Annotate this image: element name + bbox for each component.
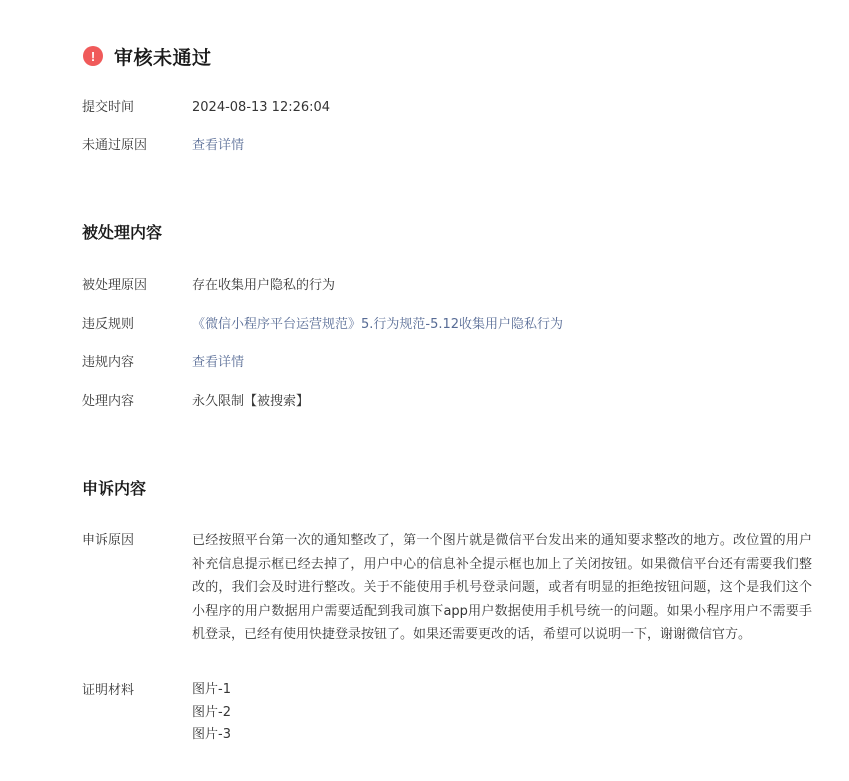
violation-content-details-link[interactable]: 查看详情: [192, 355, 245, 370]
evidence-row: [82, 679, 812, 747]
processed-reason-row: [82, 274, 812, 297]
submit-time-label: 提交时间: [82, 100, 135, 115]
page-title: 审核未通过: [114, 46, 212, 69]
processed-reason-label: 被处理原因: [82, 278, 148, 293]
evidence-item: 图片-3: [192, 727, 231, 742]
evidence-item: 图片-2: [192, 704, 231, 720]
violation-content-row: [82, 351, 812, 374]
processed-section-title: 被处理内容: [82, 223, 163, 242]
violated-rule-row: [82, 313, 812, 336]
submit-time-value: 2024-08-13 12:26:04: [192, 100, 331, 115]
violation-content-label: 违规内容: [82, 355, 135, 370]
action-label: 处理内容: [82, 394, 135, 409]
evidence-label: 证明材料: [82, 683, 135, 698]
appeal-reason-text: 已经按照平台第一次的通知整改了，第一个图片就是微信平台发出来的通知要求整改的地方。改位置的用户补充信息提示框已经去掉了，用户中心的信息补全提示框也加上了关闭按钮。如果微信平台还有需要我们整改的，我们会及时进行整改。关于不能使用手机号登录问题，或者有明显的拒绝按钮问题，这个是我们这个小程序的用户数据用户需要适配到我司旗下app用户数据使用手机号统一的问题。如果小程序用户不需要手机登录，已经有使用快捷登录按钮了。如果还需要更改的话，希望可以说明一下，谢谢微信官方。: [192, 533, 812, 642]
action-value: 永久限制【被搜索】: [192, 394, 310, 409]
status-header: [83, 42, 212, 70]
appeal-reason-label: 申诉原因: [82, 533, 135, 548]
reject-reason-label: 未通过原因: [82, 138, 148, 153]
violated-rule-link[interactable]: 《微信小程序平台运营规范》5.行为规范-5.12收集用户隐私行为: [192, 317, 564, 332]
reject-reason-row: [82, 134, 812, 157]
appeal-section-title: 申诉内容: [82, 479, 147, 498]
violated-rule-label: 违反规则: [82, 317, 135, 332]
appeal-reason-row: [82, 529, 812, 647]
submit-time-row: [82, 96, 812, 119]
exclamation-circle-icon: !: [83, 46, 103, 66]
evidence-item: 图片-1: [192, 682, 231, 697]
evidence-list: [192, 679, 812, 747]
action-row: [82, 390, 812, 413]
reject-reason-details-link[interactable]: 查看详情: [192, 138, 245, 153]
processed-reason-value: 存在收集用户隐私的行为: [192, 278, 336, 293]
